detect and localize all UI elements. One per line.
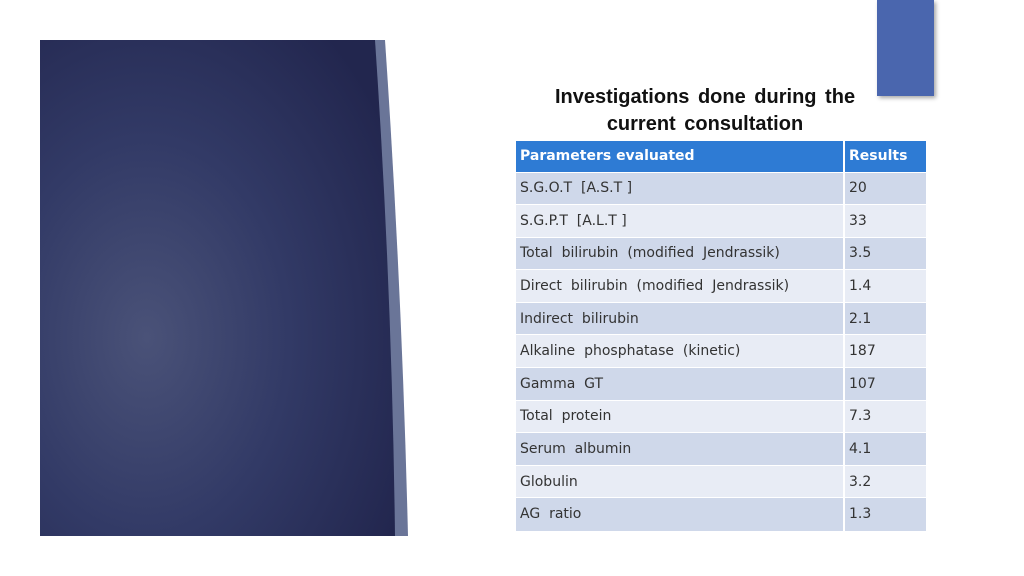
table-row [516, 172, 926, 205]
result-cell: 2.1 [844, 302, 926, 335]
result-cell: 3.2 [844, 465, 926, 498]
table-row [516, 400, 926, 433]
result-cell: 7.3 [844, 400, 926, 433]
parameter-cell: S.G.O.T [A.S.T ] [516, 172, 844, 205]
result-cell: 107 [844, 368, 926, 401]
column-header: Results [844, 141, 926, 172]
investigations-table [516, 141, 926, 531]
table-row [516, 465, 926, 498]
table-row [516, 302, 926, 335]
table-row [516, 205, 926, 238]
parameter-cell: Globulin [516, 465, 844, 498]
table-header-row [516, 141, 926, 172]
parameter-cell: Total bilirubin (modified Jendrassik) [516, 237, 844, 270]
parameter-cell: AG ratio [516, 498, 844, 531]
result-cell: 33 [844, 205, 926, 238]
table-row [516, 335, 926, 368]
parameter-cell: Total protein [516, 400, 844, 433]
result-cell: 1.4 [844, 270, 926, 303]
accent-rectangle [877, 0, 934, 96]
result-cell: 3.5 [844, 237, 926, 270]
table-row [516, 237, 926, 270]
table-row [516, 498, 926, 531]
table-row [516, 433, 926, 466]
parameter-cell: Direct bilirubin (modified Jendrassik) [516, 270, 844, 303]
parameter-cell: Alkaline phosphatase (kinetic) [516, 335, 844, 368]
column-header: Parameters evaluated [516, 141, 844, 172]
slide-title: Investigations done during the current consultation [554, 86, 856, 135]
table-row [516, 270, 926, 303]
parameter-cell: S.G.P.T [A.L.T ] [516, 205, 844, 238]
result-cell: 1.3 [844, 498, 926, 531]
parameter-cell: Gamma GT [516, 368, 844, 401]
parameter-cell: Serum albumin [516, 433, 844, 466]
parameter-cell: Indirect bilirubin [516, 302, 844, 335]
result-cell: 20 [844, 172, 926, 205]
result-cell: 187 [844, 335, 926, 368]
decorative-image-panel [40, 40, 410, 536]
result-cell: 4.1 [844, 433, 926, 466]
table-row [516, 368, 926, 401]
